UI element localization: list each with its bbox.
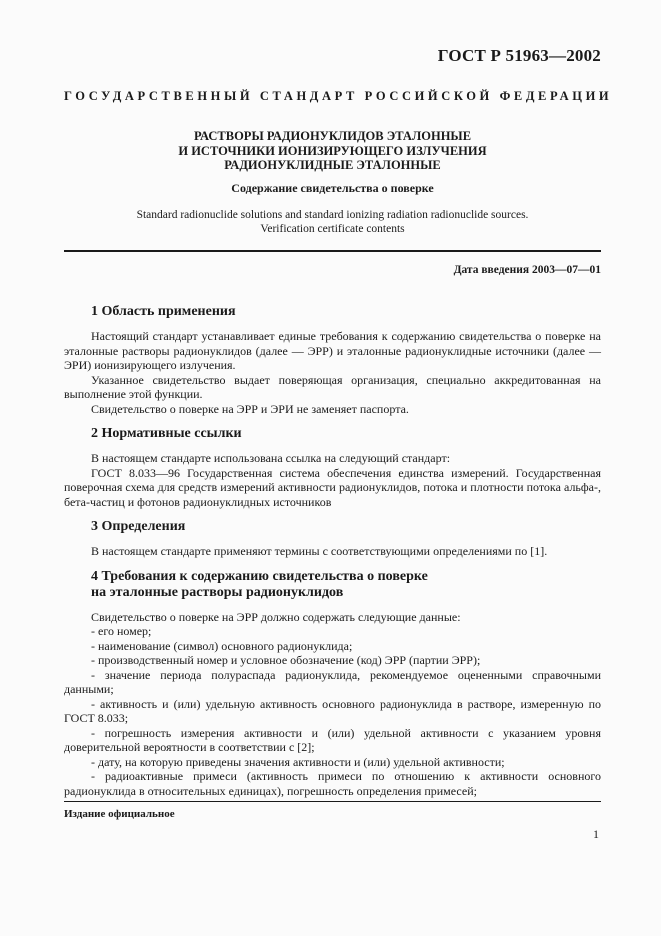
section-heading-line: 2 Нормативные ссылки: [91, 426, 242, 441]
section-heading-line: 4 Требования к содержанию свидетельства о поверке: [91, 568, 428, 584]
paragraph: ГОСТ 8.033—96 Государственная система обеспечения единства измерений. Государственная поверочная схема для средств измерений активности радионуклидов, потока и плотности потока альфа-, бета-частиц и фотонов радионуклидных источников: [64, 465, 601, 509]
list-item: - производственный номер и условное обозначение (код) ЭРР (партии ЭРР);: [91, 653, 481, 667]
english-title-line: Standard radionuclide solutions and standard ionizing radiation radionuclide sources.: [136, 209, 529, 221]
section-heading-line: 3 Определения: [91, 519, 186, 534]
list-item: - наименование (символ) основного радионуклида;: [91, 638, 353, 653]
title-line: РАДИОНУКЛИДНЫЕ ЭТАЛОННЫЕ: [224, 158, 441, 172]
paragraph: В настоящем стандарте использована ссылка на следующий стандарт:: [91, 451, 451, 465]
paragraph: Указанное свидетельство выдает поверяющая организация, специально аккредитованная на выполнение этой функции.: [64, 372, 601, 401]
footer-divider: [64, 801, 601, 802]
section-heading-line: 1 Область применения: [91, 304, 236, 319]
document-body: [64, 298, 601, 798]
paragraph: Настоящий стандарт устанавливает единые требования к содержанию свидетельства о поверке на эталонные растворы радионуклидов (далее — ЭРР) и эталонные радионуклидные источники (далее — ЭРИ) ионизирующего излучения.: [64, 329, 601, 372]
list-item: - значение периода полураспада радионуклида, рекомендуемое оцененными справочными данными;: [64, 667, 601, 696]
paragraph: В настоящем стандарте применяют термины с соответствующими определениями по [1].: [91, 544, 548, 558]
list-item: - радиоактивные примеси (активность примеси по отношению к активности основного радионуклида в относительных единицах), погрешность определения примесей;: [64, 769, 601, 798]
paragraph: Свидетельство о поверке на ЭРР должно содержать следующие данные:: [91, 609, 461, 624]
document-subtitle: Содержание свидетельства о поверке: [231, 181, 434, 195]
list-item: - погрешность измерения активности и (или) удельной активности с указанием уровня доверительной вероятности в соответствии с [2];: [64, 725, 601, 754]
english-title-line: Verification certificate contents: [260, 222, 405, 235]
list-item: - его номер;: [91, 624, 152, 638]
introduction-date: Дата введения 2003—07—01: [453, 264, 601, 276]
section-heading: [91, 519, 601, 535]
document-title: [64, 129, 601, 173]
section-heading: [91, 426, 601, 442]
paragraph: Свидетельство о поверке на ЭРР и ЭРИ не заменяет паспорта.: [91, 401, 409, 416]
page-number: 1: [593, 827, 599, 841]
section-heading: [91, 304, 601, 320]
list-item: - активность и (или) удельную активность основного радионуклида в растворе, измеренную по ГОСТ 8.033;: [64, 696, 601, 725]
section-heading: [91, 569, 601, 601]
official-edition-label: Издание официальное: [64, 808, 175, 820]
english-title: [64, 209, 601, 236]
standard-code: ГОСТ Р 51963—2002: [437, 46, 601, 65]
header-divider: [64, 250, 601, 252]
title-line: И ИСТОЧНИКИ ИОНИЗИРУЮЩЕГО ИЗЛУЧЕНИЯ: [178, 143, 487, 158]
list-item: - дату, на которую приведены значения активности и (или) удельной активности;: [91, 754, 505, 769]
title-line: РАСТВОРЫ РАДИОНУКЛИДОВ ЭТАЛОННЫЕ: [193, 129, 472, 143]
state-standard-line: ГОСУДАРСТВЕННЫЙ СТАНДАРТ РОССИЙСКОЙ ФЕДЕРАЦИИ: [64, 89, 613, 103]
section-heading-line: на эталонные растворы радионуклидов: [91, 584, 344, 600]
